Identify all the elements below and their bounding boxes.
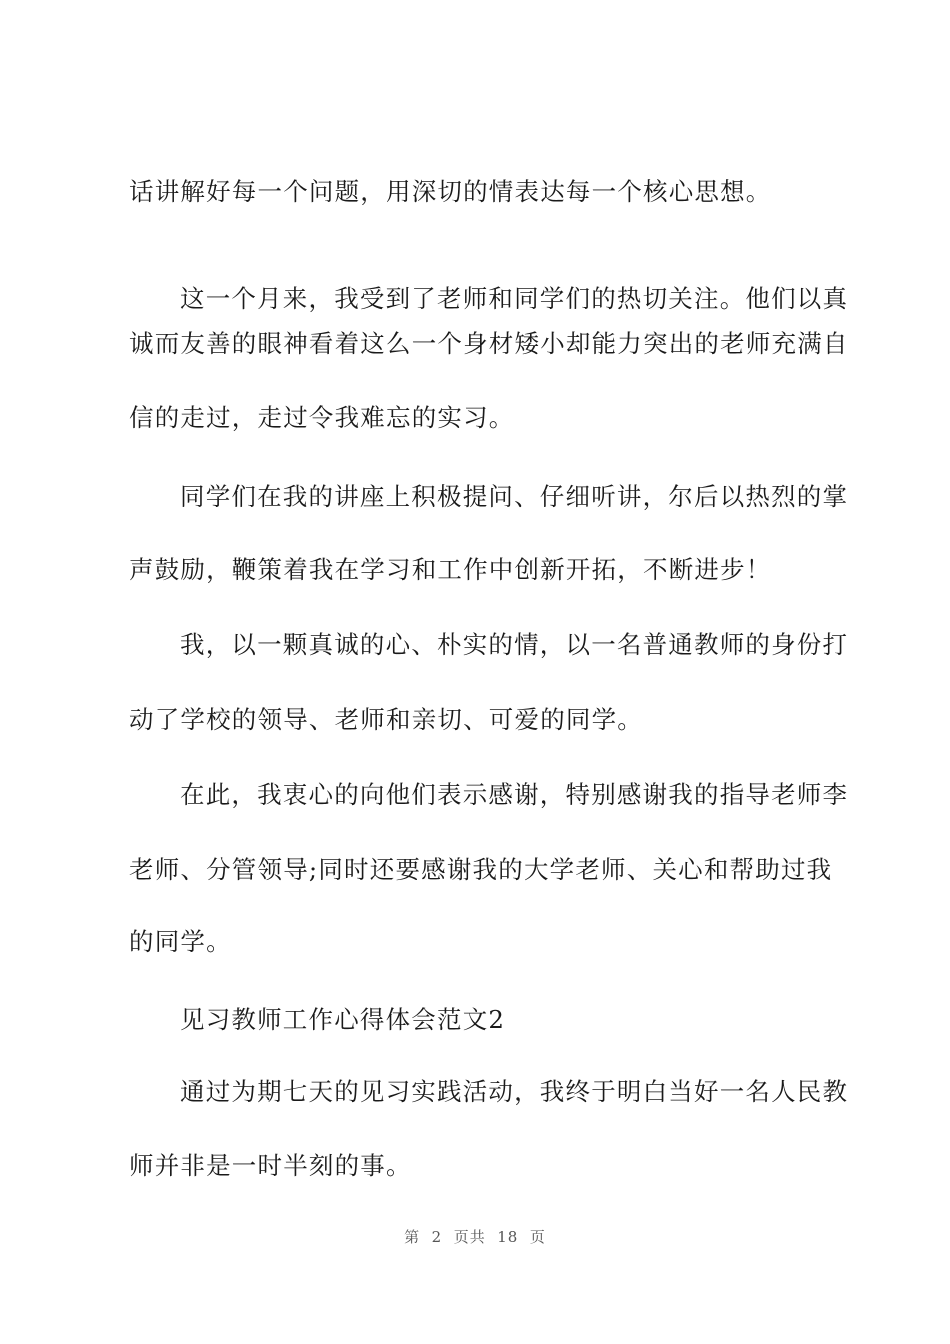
text-line-14: 师并非是一时半刻的事。 <box>129 1151 412 1180</box>
text-line-7: 我，以一颗真诚的心、朴实的情，以一名普通教师的身份打 <box>180 630 849 659</box>
text-line-1: 话讲解好每一个问题，用深切的情表达每一个核心思想。 <box>129 177 772 206</box>
page-number-footer: 第 2 页共 18 页 <box>404 1228 546 1246</box>
text-line-3: 诚而友善的眼神看着这么一个身材矮小却能力突出的老师充满自 <box>129 329 849 358</box>
text-line-11: 的同学。 <box>129 927 232 956</box>
text-line-9: 在此，我衷心的向他们表示感谢，特别感谢我的指导老师李 <box>180 780 849 809</box>
text-line-13: 通过为期七天的见习实践活动，我终于明白当好一名人民教 <box>180 1077 849 1106</box>
text-line-8: 动了学校的领导、老师和亲切、可爱的同学。 <box>129 705 643 734</box>
text-line-10: 老师、分管领导;同时还要感谢我的大学老师、关心和帮助过我 <box>129 855 833 884</box>
section-heading: 见习教师工作心得体会范文2 <box>180 1005 506 1034</box>
text-line-4: 信的走过，走过令我难忘的实习。 <box>129 403 515 432</box>
text-line-6: 声鼓励，鞭策着我在学习和工作中创新开拓，不断进步！ <box>129 555 772 584</box>
text-line-2: 这一个月来，我受到了老师和同学们的热切关注。他们以真 <box>180 284 849 313</box>
text-line-5: 同学们在我的讲座上积极提问、仔细听讲，尔后以热烈的掌 <box>180 482 849 511</box>
